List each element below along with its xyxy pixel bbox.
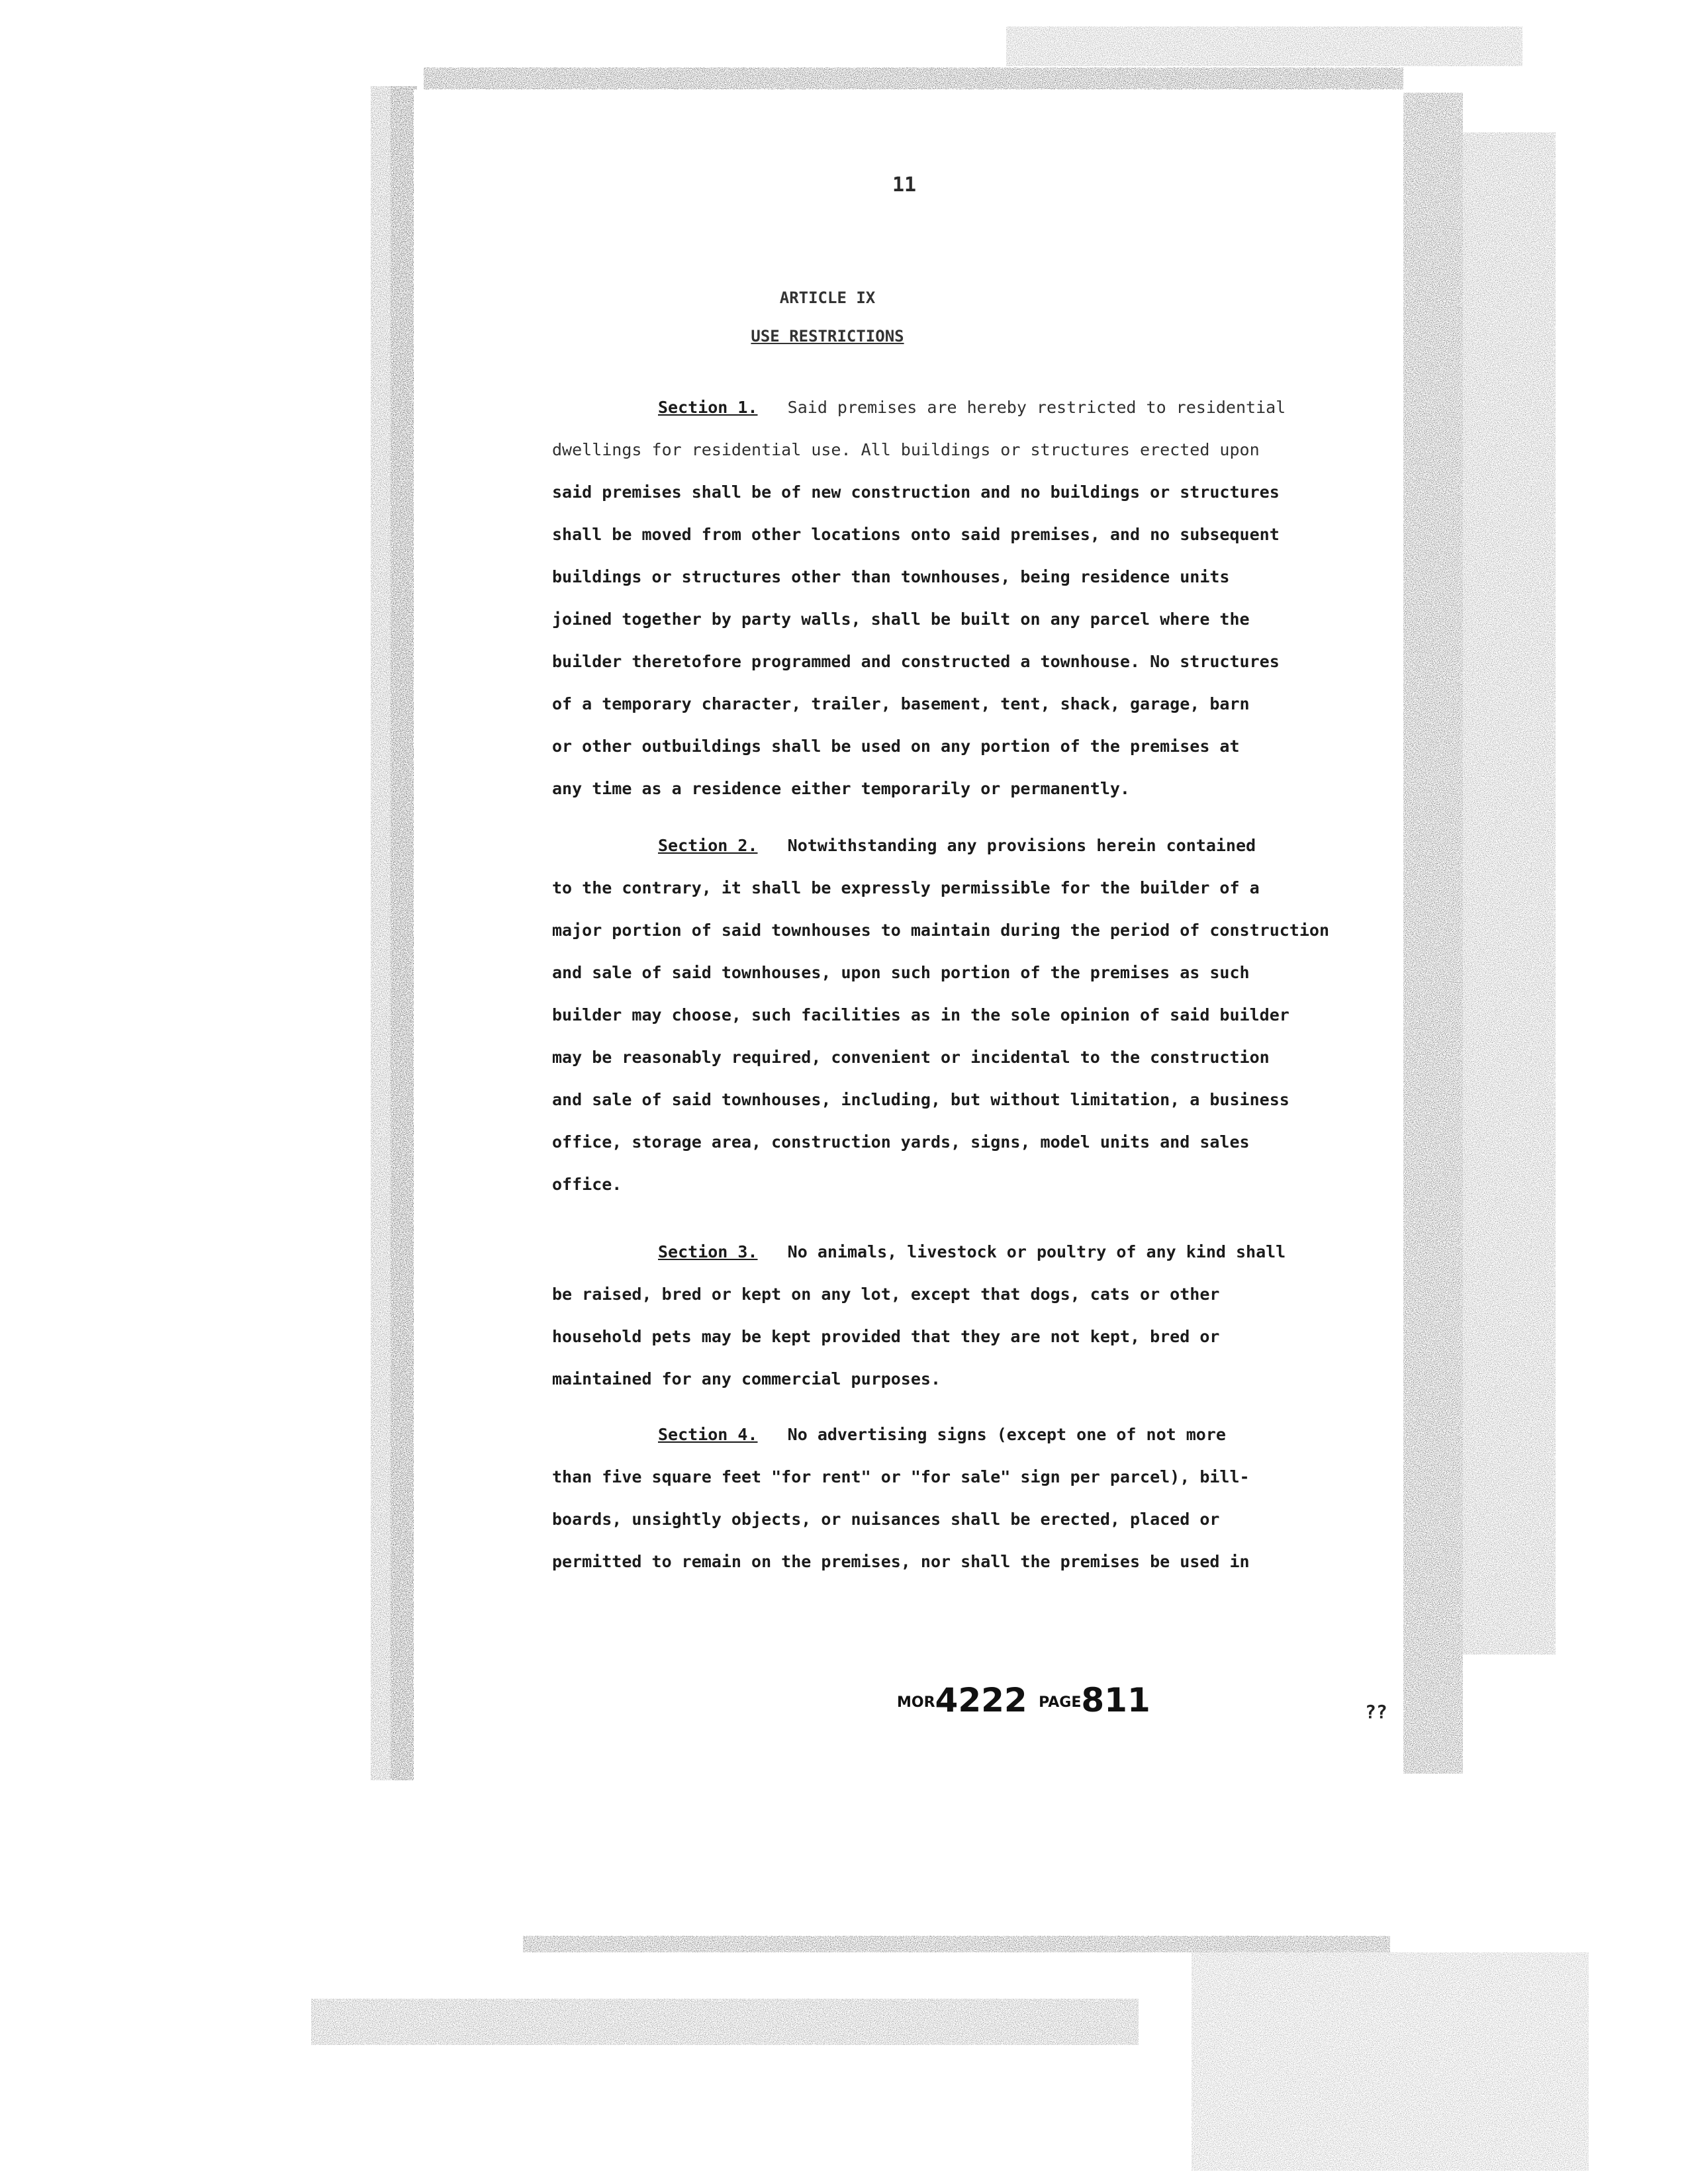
section-4-heading: Section 4. [658,1425,758,1444]
section-1-line: joined together by party walls, shall be built on any parcel where the [552,610,1250,629]
section-3-line: household pets may be kept provided that they are not kept, bred or [552,1327,1220,1346]
section-2-line: major portion of said townhouses to maintain during the period of construction [552,921,1329,940]
section-1-text: Said premises are hereby restricted to residential [787,398,1286,417]
section-1-heading: Section 1. [658,398,758,417]
section-1-line: or other outbuildings shall be used on any portion of the premises at [552,737,1240,756]
section-3-line: be raised, bred or kept on any lot, except that dogs, cats or other [552,1285,1220,1304]
book-number: 4222 [935,1681,1027,1719]
book-prefix: MOR [897,1694,935,1711]
section-1-line: dwellings for residential use. All buildings or structures erected upon [552,440,1260,459]
section-1-line: said premises shall be of new construction and no buildings or structures [552,482,1280,502]
page-marker: 11 [892,173,917,197]
section-4-line: permitted to remain on the premises, nor shall the premises be used in [552,1552,1250,1571]
section-1-line: any time as a residence either temporarily or permanently. [552,779,1130,798]
section-3-line-1 [552,1231,1380,1273]
section-4 [552,1414,1380,1583]
section-1-line: builder theretofore programmed and constructed a townhouse. No structures [552,652,1280,671]
section-3-text: No animals, livestock or poultry of any kind shall [787,1242,1286,1261]
page-separator: PAGE [1039,1694,1082,1711]
section-4-line: boards, unsightly objects, or nuisances shall be erected, placed or [552,1510,1220,1529]
section-1 [552,387,1380,810]
section-2-line: builder may choose, such facilities as in the sole opinion of said builder [552,1005,1289,1024]
section-2-line: may be reasonably required, convenient or incidental to the construction [552,1048,1270,1067]
section-2 [552,825,1380,1206]
section-4-line: than five square feet "for rent" or "for sale" sign per parcel), bill- [552,1467,1250,1486]
section-1-line: buildings or structures other than townhouses, being residence units [552,567,1230,586]
section-2-line: and sale of said townhouses, upon such portion of the premises as such [552,963,1250,982]
section-1-line-1 [552,387,1380,429]
section-2-line: to the contrary, it shall be expressly permissible for the builder of a [552,878,1260,897]
section-1-line: of a temporary character, trailer, basement, tent, shack, garage, barn [552,694,1250,713]
section-2-heading: Section 2. [658,836,758,855]
section-2-line: office, storage area, construction yards, signs, model units and sales [552,1132,1250,1152]
section-2-line: office. [552,1175,622,1194]
page-number: 811 [1081,1681,1150,1719]
book-page-reference [897,1681,1150,1719]
article-title: USE RESTRICTIONS [751,327,904,345]
corner-mark: ?? [1365,1701,1387,1723]
section-3-line: maintained for any commercial purposes. [552,1369,941,1388]
section-2-text: Notwithstanding any provisions herein contained [787,836,1256,855]
section-4-text: No advertising signs (except one of not more [787,1425,1226,1444]
section-2-line-1 [552,825,1380,867]
article-number: ARTICLE IX [779,289,876,307]
section-1-line: shall be moved from other locations onto said premises, and no subsequent [552,525,1280,544]
section-2-line: and sale of said townhouses, including, but without limitation, a business [552,1090,1289,1109]
section-3-heading: Section 3. [658,1242,758,1261]
section-4-line-1 [552,1414,1380,1456]
section-3 [552,1231,1380,1400]
